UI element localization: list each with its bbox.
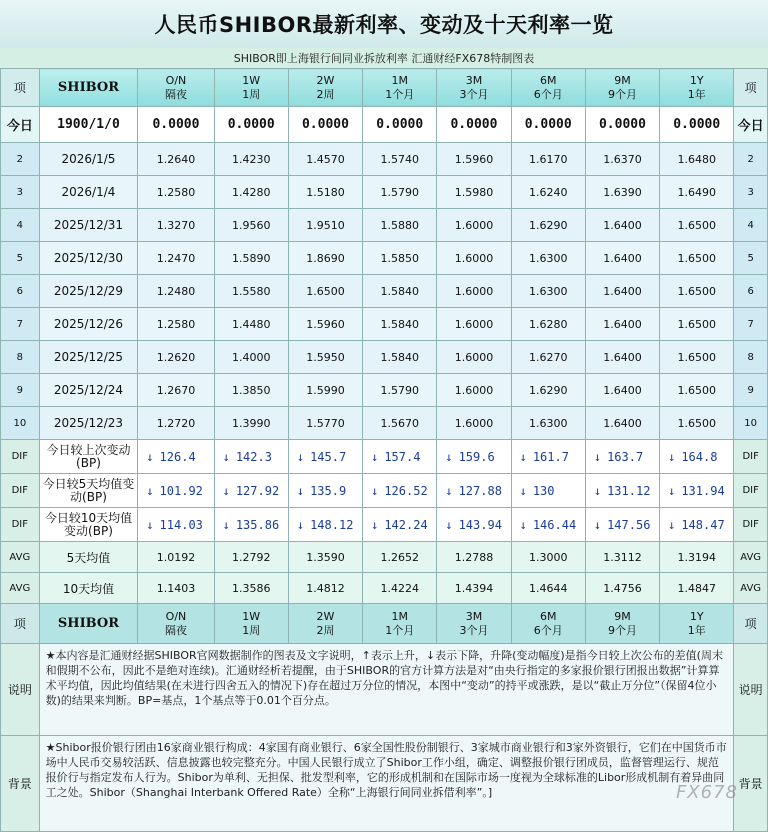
dif-cell [363,474,437,508]
row-item-label: 5 [734,242,768,275]
row-date: 2025/12/31 [39,209,138,242]
dif-row [1,474,768,508]
item-header-cell: 项 [1,604,40,644]
term-name: 1年 [687,623,706,637]
row-item-label: 8 [1,341,40,374]
avg-cell: 1.3590 [288,542,362,573]
rate-cell: 1.9560 [214,209,288,242]
dif-cell [437,440,511,474]
term-code: 1M [391,609,408,623]
rate-cell: 1.5790 [363,176,437,209]
shibor-table [0,68,768,832]
row-item-label: 3 [1,176,40,209]
watermark-logo: FX678 [675,782,738,803]
dif-row [1,440,768,474]
item-header-cell: 项 [1,69,40,107]
description-row [1,644,768,736]
rate-cell: 1.5840 [363,275,437,308]
row-item-label: 7 [734,308,768,341]
rate-cell: 1.6300 [511,242,585,275]
table-row [1,275,768,308]
term-header-cell [437,69,511,107]
dif-cell [363,440,437,474]
avg-cell: 1.4847 [660,573,734,604]
footer-header-row [1,604,768,644]
down-arrow-icon: ↓ [593,517,602,532]
rate-cell: 1.6290 [511,374,585,407]
rate-cell: 1.2580 [138,308,214,341]
dif-cell [511,440,585,474]
dif-cell [214,508,288,542]
row-item-label: 8 [734,341,768,374]
down-arrow-icon: ↓ [445,483,453,498]
avg-label: 5天均值 [39,542,138,573]
rate-cell: 1.6270 [511,341,585,374]
dif-cell [138,440,214,474]
term-name: 1年 [687,87,706,101]
dif-cell [511,508,585,542]
dif-value: 126.52 [384,483,428,498]
avg-cell: 1.3194 [660,542,734,573]
down-arrow-icon: ↓ [445,449,453,464]
rate-cell: 1.6400 [585,341,659,374]
table-row [1,209,768,242]
avg-label: 10天均值 [39,573,138,604]
rate-cell: 1.6500 [660,407,734,440]
rate-cell: 1.6300 [511,407,585,440]
rate-cell: 1.2620 [138,341,214,374]
term-header-cell [660,69,734,107]
term-name: 1个月 [385,623,415,637]
rate-cell: 1.6000 [437,275,511,308]
rate-cell: 0.0000 [437,107,511,143]
row-item-label: 3 [734,176,768,209]
rate-cell: 1.6500 [660,209,734,242]
rate-cell: 0.0000 [288,107,362,143]
rate-cell: 1.4570 [288,143,362,176]
term-code: O/N [165,609,187,623]
dif-value: 147.56 [607,517,651,532]
dif-value: 127.92 [235,483,280,498]
rate-cell: 1.6000 [437,407,511,440]
page-title: 人民币SHIBOR最新利率、变动及十天利率一览 [154,13,614,37]
dif-cell [585,440,659,474]
term-code: O/N [165,73,187,87]
down-arrow-icon: ↓ [519,449,527,464]
term-code: 1Y [689,609,704,623]
rate-cell: 1.5980 [437,176,511,209]
down-arrow-icon: ↓ [593,449,602,464]
term-code: 6M [539,73,557,87]
avg-cell: 1.4756 [585,573,659,604]
row-date: 2025/12/25 [39,341,138,374]
rate-cell: 1.6500 [288,275,362,308]
rate-cell: 1.6490 [660,176,734,209]
down-arrow-icon: ↓ [296,483,305,498]
row-item-label: AVG [734,573,768,604]
row-date: 2026/1/4 [39,176,138,209]
term-header-cell [363,69,437,107]
rate-cell: 1.6400 [585,275,659,308]
dif-value: 157.4 [384,449,421,464]
rate-cell: 1.5180 [288,176,362,209]
row-item-label: 今日 [734,107,768,143]
rate-cell: 1.9510 [288,209,362,242]
dif-cell [363,508,437,542]
row-item-label: 9 [1,374,40,407]
down-arrow-icon: ↓ [222,449,230,464]
rate-cell: 1.6280 [511,308,585,341]
avg-cell: 1.3000 [511,542,585,573]
dif-cell [660,474,734,508]
item-header-cell: 项 [734,69,768,107]
row-item-label: 2 [734,143,768,176]
term-header-cell [214,604,288,644]
term-name: 9个月 [607,623,637,637]
row-item-label: 今日 [1,107,40,143]
dif-value: 114.03 [159,517,203,532]
rate-cell: 1.6400 [585,242,659,275]
down-arrow-icon: ↓ [146,483,154,498]
down-arrow-icon: ↓ [519,517,527,532]
dif-value: 135.9 [310,483,347,498]
dif-cell [511,474,585,508]
note-label: 背景 [734,736,768,832]
down-arrow-icon: ↓ [668,449,676,464]
avg-row [1,573,768,604]
dif-label: 今日较上次变动(BP) [39,440,138,474]
term-code: 2W [316,73,335,87]
rate-cell: 0.0000 [214,107,288,143]
down-arrow-icon: ↓ [222,483,230,498]
dif-value: 130 [532,483,555,498]
table-row [1,176,768,209]
dif-value: 101.92 [159,483,203,498]
rate-cell: 1.5960 [288,308,362,341]
dif-label: 今日较5天均值变动(BP) [39,474,138,508]
rate-cell: 1.5850 [363,242,437,275]
table-row [1,341,768,374]
rate-cell: 1.8690 [288,242,362,275]
dif-cell [585,508,659,542]
rate-cell: 1.6400 [585,209,659,242]
term-name: 6个月 [533,87,563,101]
rate-cell: 1.6000 [437,374,511,407]
rate-cell: 1.5770 [288,407,362,440]
rate-cell: 1.6000 [437,341,511,374]
term-name: 3个月 [459,623,489,637]
row-date: 2025/12/30 [39,242,138,275]
rate-cell: 1.5840 [363,308,437,341]
avg-row [1,542,768,573]
row-item-label: DIF [734,440,768,474]
note-label: 说明 [1,644,40,736]
down-arrow-icon: ↓ [146,517,154,532]
down-arrow-icon: ↓ [296,517,305,532]
rate-cell: 1.2480 [138,275,214,308]
rate-cell: 1.6390 [585,176,659,209]
rate-cell: 1.2580 [138,176,214,209]
rate-cell: 1.6400 [585,308,659,341]
dif-value: 146.44 [532,517,577,532]
avg-cell: 1.1403 [138,573,214,604]
down-arrow-icon: ↓ [668,483,676,498]
rate-cell: 1.2720 [138,407,214,440]
dif-cell [437,474,511,508]
term-name: 1个月 [385,87,415,101]
dif-cell [288,474,362,508]
term-code: 6M [539,609,557,623]
rate-cell: 1.6000 [437,242,511,275]
rate-cell: 0.0000 [585,107,659,143]
row-date: 1900/1/0 [39,107,138,143]
rate-cell: 1.4280 [214,176,288,209]
dif-cell [437,508,511,542]
term-header-cell [437,604,511,644]
avg-cell: 1.3112 [585,542,659,573]
down-arrow-icon: ↓ [296,449,305,464]
down-arrow-icon: ↓ [222,517,230,532]
rate-cell: 1.6300 [511,275,585,308]
rate-cell: 1.5960 [437,143,511,176]
rate-cell: 1.6290 [511,209,585,242]
term-header-cell [214,69,288,107]
term-name: 9个月 [607,87,637,101]
rate-cell: 1.5990 [288,374,362,407]
avg-cell: 1.0192 [138,542,214,573]
dif-cell [660,508,734,542]
term-code: 1W [242,609,261,623]
rate-cell: 1.5890 [214,242,288,275]
dif-cell [288,508,362,542]
dif-cell [214,474,288,508]
row-item-label: 2 [1,143,40,176]
term-header-cell [138,604,214,644]
dif-value: 142.24 [384,517,428,532]
down-arrow-icon: ↓ [371,449,379,464]
row-item-label: AVG [1,573,40,604]
row-item-label: DIF [1,474,40,508]
term-name: 1周 [242,623,261,637]
rate-cell: 1.5740 [363,143,437,176]
avg-cell: 1.2792 [214,542,288,573]
row-item-label: 4 [1,209,40,242]
down-arrow-icon: ↓ [593,483,602,498]
rate-cell: 1.6500 [660,242,734,275]
term-header-cell [660,604,734,644]
rate-cell: 1.5950 [288,341,362,374]
rate-cell: 1.3270 [138,209,214,242]
row-item-label: DIF [734,508,768,542]
term-code: 9M [614,609,631,623]
row-date: 2025/12/26 [39,308,138,341]
rate-cell: 1.5840 [363,341,437,374]
dif-value: 161.7 [532,449,569,464]
rate-cell: 0.0000 [511,107,585,143]
rate-cell: 1.6170 [511,143,585,176]
dif-value: 131.12 [607,483,651,498]
dif-cell [660,440,734,474]
today-row [1,107,768,143]
row-item-label: 10 [734,407,768,440]
term-name: 隔夜 [164,87,187,101]
rate-cell: 0.0000 [363,107,437,143]
rate-cell: 1.3990 [214,407,288,440]
rate-cell: 1.6400 [585,407,659,440]
avg-cell: 1.2788 [437,542,511,573]
avg-cell: 1.4394 [437,573,511,604]
table-row [1,407,768,440]
term-header-cell [363,604,437,644]
rate-cell: 1.2470 [138,242,214,275]
row-date: 2026/1/5 [39,143,138,176]
table-body [1,69,768,832]
dif-value: 131.94 [681,483,725,498]
table-row [1,374,768,407]
term-name: 6个月 [533,623,563,637]
term-name: 2周 [316,623,335,637]
rate-cell: 1.6500 [660,308,734,341]
term-name: 2周 [316,87,335,101]
title-bar [0,0,768,48]
rate-cell: 1.5580 [214,275,288,308]
table-row [1,143,768,176]
dif-label: 今日较10天均值变动(BP) [39,508,138,542]
table-row [1,308,768,341]
row-item-label: DIF [734,474,768,508]
dif-value: 163.7 [607,449,644,464]
background-row [1,736,768,832]
term-code: 1W [242,73,261,87]
down-arrow-icon: ↓ [146,449,154,464]
dif-value: 127.88 [458,483,502,498]
term-code: 3M [465,609,483,623]
term-header-cell [138,69,214,107]
dif-cell [288,440,362,474]
term-name: 1周 [242,87,261,101]
row-date: 2025/12/23 [39,407,138,440]
header-row [1,69,768,107]
dif-value: 148.47 [681,517,725,532]
rate-cell: 1.5790 [363,374,437,407]
dif-value: 145.7 [310,449,347,464]
dif-value: 126.4 [159,449,196,464]
rate-cell: 1.4480 [214,308,288,341]
rate-cell: 1.5880 [363,209,437,242]
dif-value: 142.3 [235,449,272,464]
rate-cell: 1.6000 [437,209,511,242]
term-code: 3M [465,73,483,87]
rate-cell: 1.2670 [138,374,214,407]
row-item-label: 7 [1,308,40,341]
term-code: 2W [316,609,335,623]
row-item-label: AVG [734,542,768,573]
shibor-header-cell: SHIBOR [39,69,138,107]
rate-cell: 1.6480 [660,143,734,176]
rate-cell: 1.6370 [585,143,659,176]
avg-cell: 1.4812 [288,573,362,604]
note-text: ★本内容是汇通财经据SHIBOR官网数据制作的图表及文字说明，↑表示上升，↓表示下降，升降(变动幅度)是指今日较上次公布的差值(周末和假期不公布，因此不是绝对连续)。汇通财经析若提醒，由于SHIBOR的官方计算方法是对“由央行指定的多家报价银行团报出数据”计算算术平均值，因此均值结果(在未进行四舍五入的情况下)存在超过万分位的情况，本图中“变动”的持平或涨跌，是以“截止万分位”（保留4位小数)的结果来判断。BP=基点，1个基点等于0.01个百分点。 [39,644,734,736]
rate-cell: 1.4000 [214,341,288,374]
rate-cell: 1.2640 [138,143,214,176]
row-date: 2025/12/29 [39,275,138,308]
term-name: 3个月 [459,87,489,101]
shibor-header-cell: SHIBOR [39,604,138,644]
term-code: 9M [614,73,631,87]
term-header-cell [511,69,585,107]
avg-cell: 1.3586 [214,573,288,604]
rate-cell: 1.3850 [214,374,288,407]
dif-value: 164.8 [681,449,718,464]
dif-cell [214,440,288,474]
note-label: 背景 [1,736,40,832]
dif-cell [585,474,659,508]
rate-cell: 1.4230 [214,143,288,176]
rate-cell: 1.6500 [660,341,734,374]
avg-cell: 1.4224 [363,573,437,604]
down-arrow-icon: ↓ [445,517,453,532]
avg-cell: 1.4644 [511,573,585,604]
down-arrow-icon: ↓ [371,517,379,532]
table-row [1,242,768,275]
down-arrow-icon: ↓ [519,483,527,498]
rate-cell: 1.6500 [660,374,734,407]
row-item-label: DIF [1,440,40,474]
row-item-label: 4 [734,209,768,242]
dif-value: 143.94 [458,517,502,532]
term-header-cell [585,604,659,644]
down-arrow-icon: ↓ [668,517,676,532]
item-header-cell: 项 [734,604,768,644]
row-item-label: 9 [734,374,768,407]
row-item-label: 5 [1,242,40,275]
down-arrow-icon: ↓ [371,483,379,498]
avg-cell: 1.2652 [363,542,437,573]
dif-row [1,508,768,542]
row-item-label: 10 [1,407,40,440]
row-item-label: DIF [1,508,40,542]
term-header-cell [288,604,362,644]
row-item-label: 6 [1,275,40,308]
note-label: 说明 [734,644,768,736]
term-header-cell [511,604,585,644]
dif-value: 148.12 [310,517,354,532]
term-code: 1M [391,73,408,87]
term-header-cell [585,69,659,107]
rate-cell: 1.6400 [585,374,659,407]
rate-cell: 1.6000 [437,308,511,341]
note-text: ★Shibor报价银行团由16家商业银行构成：4家国有商业银行、6家全国性股份制银行、3家城市商业银行和3家外资银行，它们在中国货币市场中人民币交易较活跃、信息披露也较完整充分。中国人民银行成立了Shibor工作小组，确定、调整报价银行团成员，监督管理运行、规范报价行与指定发布人行为。Shibor为单利、无担保、批发型利率，它的形成机制和在国际市场一度视为全球标准的Libor形成机制有着异曲同工之处。Shibor（Shanghai Interbank Offered Rate）全称“上海银行间同业拆借利率”。] [39,736,734,832]
page-subtitle: SHIBOR即上海银行间同业拆放利率 汇通财经FX678特制图表 [233,52,535,65]
rate-cell: 1.5670 [363,407,437,440]
row-date: 2025/12/24 [39,374,138,407]
term-header-cell [288,69,362,107]
row-item-label: 6 [734,275,768,308]
term-name: 隔夜 [164,623,187,637]
row-item-label: AVG [1,542,40,573]
dif-value: 159.6 [458,449,495,464]
dif-value: 135.86 [235,517,280,532]
dif-cell [138,508,214,542]
term-code: 1Y [689,73,704,87]
rate-cell: 1.6500 [660,275,734,308]
rate-cell: 0.0000 [660,107,734,143]
dif-cell [138,474,214,508]
rate-cell: 0.0000 [138,107,214,143]
rate-cell: 1.6240 [511,176,585,209]
